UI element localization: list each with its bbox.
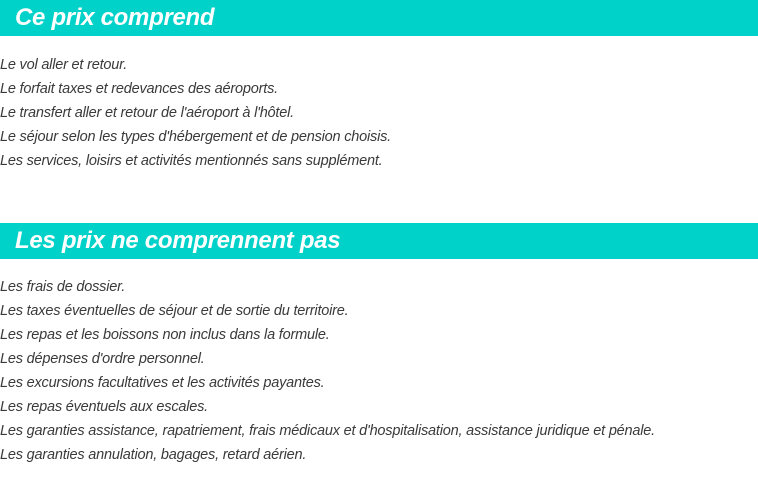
excluded-item: Les repas et les boissons non inclus dans la formule. <box>0 327 330 343</box>
excluded-item: Les repas éventuels aux escales. <box>0 399 209 415</box>
excluded-item: Les dépenses d'ordre personnel. <box>0 351 205 367</box>
included-item: Le forfait taxes et redevances des aéroports. <box>0 81 278 97</box>
excluded-item: Les excursions facultatives et les activités payantes. <box>0 375 325 391</box>
included-section <box>0 0 758 173</box>
included-list <box>0 53 758 173</box>
included-item: Le séjour selon les types d'hébergement et de pension choisis. <box>0 129 391 145</box>
excluded-list <box>0 275 758 467</box>
excluded-section <box>0 223 758 467</box>
excluded-item: Les taxes éventuelles de séjour et de sortie du territoire. <box>0 303 349 319</box>
excluded-item: Les garanties annulation, bagages, retard aérien. <box>0 447 307 463</box>
excluded-item: Les garanties assistance, rapatriement, frais médicaux et d'hospitalisation, assistance juridique et pénale. <box>0 423 655 439</box>
excluded-heading: Les prix ne comprennent pas <box>0 223 758 259</box>
excluded-item: Les frais de dossier. <box>0 279 126 295</box>
included-item: Le vol aller et retour. <box>0 57 128 73</box>
included-item: Les services, loisirs et activités mentionnés sans supplément. <box>0 153 383 169</box>
included-item: Le transfert aller et retour de l'aéroport à l'hôtel. <box>0 105 294 121</box>
included-heading: Ce prix comprend <box>0 0 758 36</box>
